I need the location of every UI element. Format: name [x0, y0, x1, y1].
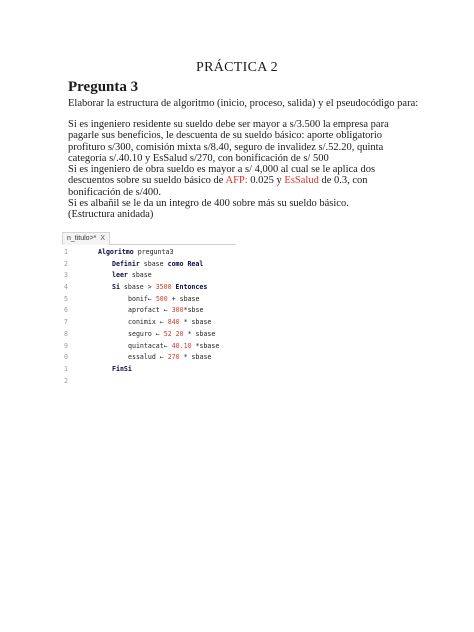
code-operator: ← — [151, 329, 164, 338]
code-text: sbase — [127, 271, 152, 280]
afp-highlight: AFP: — [225, 175, 248, 187]
paragraph-resident: Si es ingeniero residente su sueldo debe ser mayor a s/3.500 la empresa para pagarle sus beneficios, le descuenta de su sueldo básico: aporte obligatorio profituro s/300, comisión mixta s/8.40, seguro de invalidez s/.52.20, quinta categoría s/.40.10 y EsSalud s/270, con bonificación de s/ 500 — [68, 119, 389, 164]
editor-tab-strip — [62, 231, 236, 245]
page-title: PRÁCTICA 2 — [196, 60, 278, 75]
editor-tab-label: n_titulo>* — [67, 235, 97, 242]
code-keyword: Algoritmo — [98, 248, 134, 256]
code-editor-screenshot — [62, 231, 236, 391]
code-line — [62, 341, 236, 353]
code-text: essalud — [128, 353, 156, 362]
code-keyword: leer — [112, 271, 128, 280]
question-heading: Pregunta 3 — [68, 79, 139, 95]
code-operator: ← — [163, 341, 172, 350]
paragraph-site-text-b: 0.025 y — [247, 175, 285, 187]
code-text: aprofact — [128, 306, 160, 315]
paragraph-mason: Si es albañil se le da un integro de 400 sobre más su sueldo básico. — [68, 198, 349, 210]
code-body — [62, 247, 236, 387]
paragraph-site-text-c: de 0.3, con bonificación de s/400. — [68, 175, 368, 198]
code-line — [62, 270, 236, 282]
code-line — [62, 329, 236, 341]
line-number: 1 — [64, 248, 68, 256]
code-number: 3500 — [155, 283, 172, 292]
code-line — [62, 294, 236, 306]
code-text: seguro — [128, 329, 152, 338]
code-operator: ← — [155, 318, 168, 327]
code-number: 500 — [155, 294, 168, 303]
essalud-highlight: EsSalud — [284, 175, 319, 187]
code-line — [62, 352, 236, 364]
code-text: *sbse — [183, 306, 204, 315]
line-number: 0 — [64, 353, 68, 362]
code-text: pregunta3 — [133, 248, 174, 256]
code-text: sbase — [139, 259, 168, 268]
code-text: * sbase — [179, 353, 212, 362]
code-text: * sbase — [179, 318, 212, 327]
code-operator: ← — [147, 294, 156, 303]
code-text: *sbase — [191, 341, 220, 350]
code-keyword: Entonces — [171, 283, 208, 292]
code-keyword: Definir — [112, 259, 140, 268]
code-line — [62, 247, 236, 259]
code-keyword: FinSi — [112, 364, 132, 373]
code-text: * sbase — [183, 329, 216, 338]
paragraph-site-engineer — [68, 164, 413, 198]
code-text: quintacat — [128, 341, 164, 350]
code-number: 52 20 — [163, 329, 184, 338]
problem-statement — [68, 119, 413, 221]
code-text: conimix — [128, 318, 156, 327]
code-line — [62, 282, 236, 294]
code-text: + sbase — [167, 294, 200, 303]
line-number: 7 — [64, 318, 68, 327]
paragraph-nested-note: (Estructura anidada) — [68, 209, 154, 221]
intro-text: Elaborar la estructura de algoritmo (inicio, proceso, salida) y el pseudocódigo para: — [68, 98, 419, 109]
code-line — [62, 305, 236, 317]
code-number: 40.10 — [171, 341, 192, 350]
code-line — [62, 317, 236, 329]
code-line — [62, 259, 236, 271]
close-icon[interactable]: X — [100, 235, 106, 242]
line-number: 1 — [64, 364, 68, 373]
line-number: 9 — [64, 341, 68, 350]
code-number: 840 — [167, 318, 180, 327]
code-line — [62, 376, 236, 388]
code-number: 270 — [167, 353, 180, 362]
code-text: bonif — [128, 294, 148, 303]
code-operator: ← — [155, 353, 168, 362]
code-text: sbase > — [119, 283, 156, 292]
line-number: 4 — [64, 283, 68, 292]
code-keyword: Si — [112, 283, 120, 292]
code-keyword: como Real — [167, 259, 204, 268]
paragraph-site-text-a: Si es ingeniero de obra sueldo es mayor a s/ 4,000 al cual se le aplica dos descuentos sobre su sueldo básico de — [68, 164, 376, 187]
line-number: 5 — [64, 294, 68, 303]
line-number: 8 — [64, 329, 68, 338]
code-number: 300 — [171, 306, 184, 315]
code-line — [62, 364, 236, 376]
line-number: 2 — [64, 259, 68, 268]
line-number: 3 — [64, 271, 68, 280]
code-operator: ← — [159, 306, 172, 315]
line-number: 2 — [64, 376, 68, 385]
editor-tab[interactable] — [62, 232, 110, 245]
line-number: 6 — [64, 306, 68, 315]
